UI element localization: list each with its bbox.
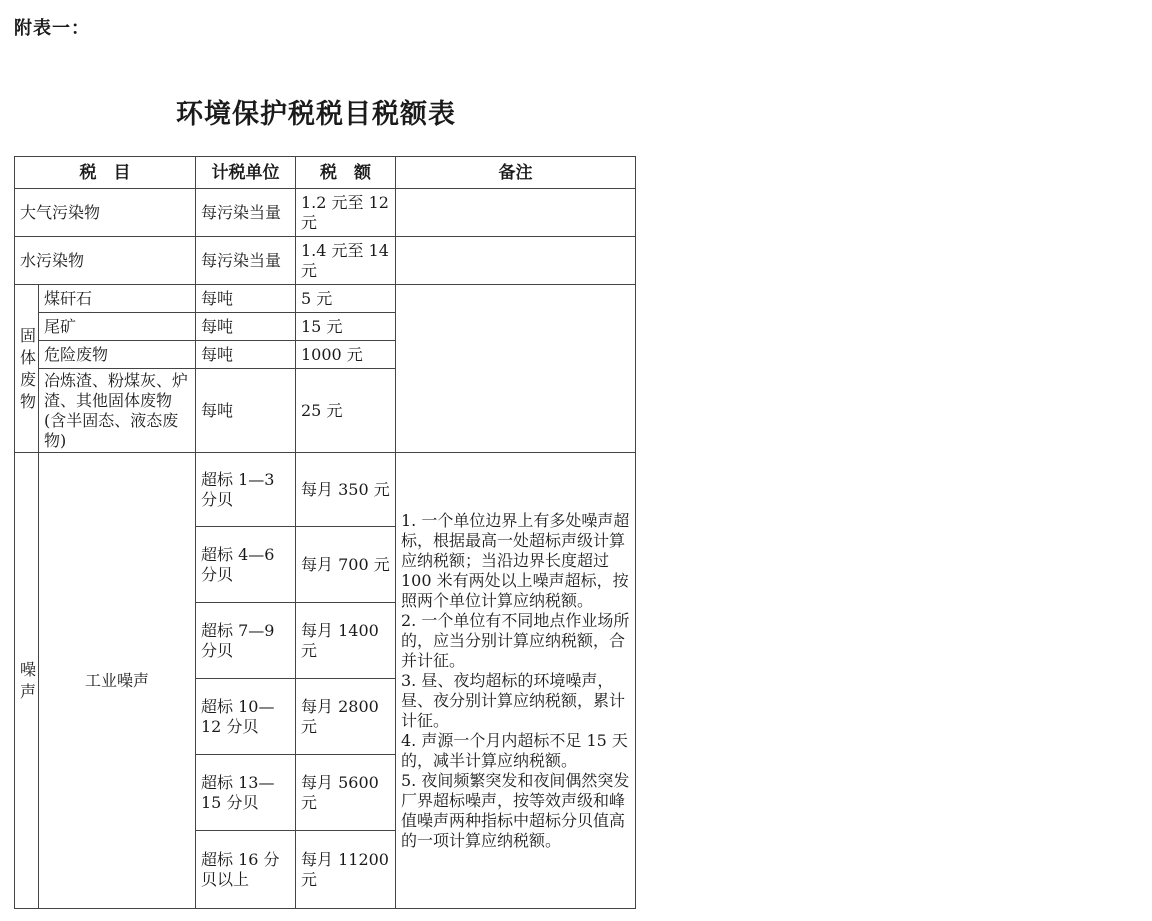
noise-unit: 超标 4—6 分贝 <box>196 527 296 603</box>
noise-amount: 每月 11200 元 <box>296 831 396 909</box>
page-title: 环境保护税税目税额表 <box>176 99 456 130</box>
noise-subcategory: 工业噪声 <box>39 453 196 909</box>
tax-rate-table <box>14 156 636 909</box>
solid-item: 煤矸石 <box>39 285 196 313</box>
air-note <box>396 189 636 237</box>
noise-note: 2. 一个单位有不同地点作业场所的，应当分别计算应纳税额，合并计征。 <box>401 610 630 670</box>
solid-amount: 1000 元 <box>296 341 396 369</box>
noise-note: 1. 一个单位边界上有多处噪声超标，根据最高一处超标声级计算应纳税额；当沿边界长度超过 100 米有两处以上噪声超标，按照两个单位计算应纳税额。 <box>401 510 630 610</box>
noise-amount: 每月 700 元 <box>296 527 396 603</box>
solid-unit: 每吨 <box>196 313 296 341</box>
noise-unit: 超标 13—15 分贝 <box>196 755 296 831</box>
noise-unit: 超标 1—3 分贝 <box>196 453 296 527</box>
water-amount: 1.4 元至 14 元 <box>296 237 396 285</box>
water-item: 水污染物 <box>15 237 196 285</box>
header-amount: 税 额 <box>296 157 396 189</box>
solid-amount: 15 元 <box>296 313 396 341</box>
water-unit: 每污染当量 <box>196 237 296 285</box>
air-unit: 每污染当量 <box>196 189 296 237</box>
air-amount: 1.2 元至 12 元 <box>296 189 396 237</box>
noise-amount: 每月 2800 元 <box>296 679 396 755</box>
noise-note: 5. 夜间频繁突发和夜间偶然突发厂界超标噪声，按等效声级和峰值噪声两种指标中超标分贝值高的一项计算应纳税额。 <box>401 770 630 850</box>
solid-note <box>396 285 636 453</box>
solid-amount: 5 元 <box>296 285 396 313</box>
solid-unit: 每吨 <box>196 369 296 453</box>
noise-note: 4. 声源一个月内超标不足 15 天的，减半计算应纳税额。 <box>401 730 628 770</box>
noise-amount: 每月 5600 元 <box>296 755 396 831</box>
noise-note: 3. 昼、夜均超标的环境噪声，昼、夜分别计算应纳税额，累计计征。 <box>401 670 626 730</box>
noise-unit: 超标 7—9 分贝 <box>196 603 296 679</box>
noise-unit: 超标 16 分贝以上 <box>196 831 296 909</box>
solid-unit: 每吨 <box>196 285 296 313</box>
solid-unit: 每吨 <box>196 341 296 369</box>
header-note: 备注 <box>396 157 636 189</box>
header-item: 税 目 <box>15 157 196 189</box>
table-row <box>15 453 636 527</box>
noise-category: 噪声 <box>15 453 39 909</box>
table-header-row <box>15 157 636 189</box>
header-unit: 计税单位 <box>196 157 296 189</box>
solid-waste-category: 固体废物 <box>15 285 39 453</box>
table-row <box>15 237 636 285</box>
noise-notes <box>396 453 636 909</box>
solid-item: 冶炼渣、粉煤灰、炉渣、其他固体废物(含半固态、液态废物) <box>39 369 196 453</box>
solid-amount: 25 元 <box>296 369 396 453</box>
air-item: 大气污染物 <box>15 189 196 237</box>
solid-item: 危险废物 <box>39 341 196 369</box>
noise-amount: 每月 1400 元 <box>296 603 396 679</box>
annex-label: 附表一： <box>14 18 90 39</box>
water-note <box>396 237 636 285</box>
noise-amount: 每月 350 元 <box>296 453 396 527</box>
table-row <box>15 285 636 313</box>
table-row <box>15 189 636 237</box>
noise-unit: 超标 10—12 分贝 <box>196 679 296 755</box>
solid-item: 尾矿 <box>39 313 196 341</box>
